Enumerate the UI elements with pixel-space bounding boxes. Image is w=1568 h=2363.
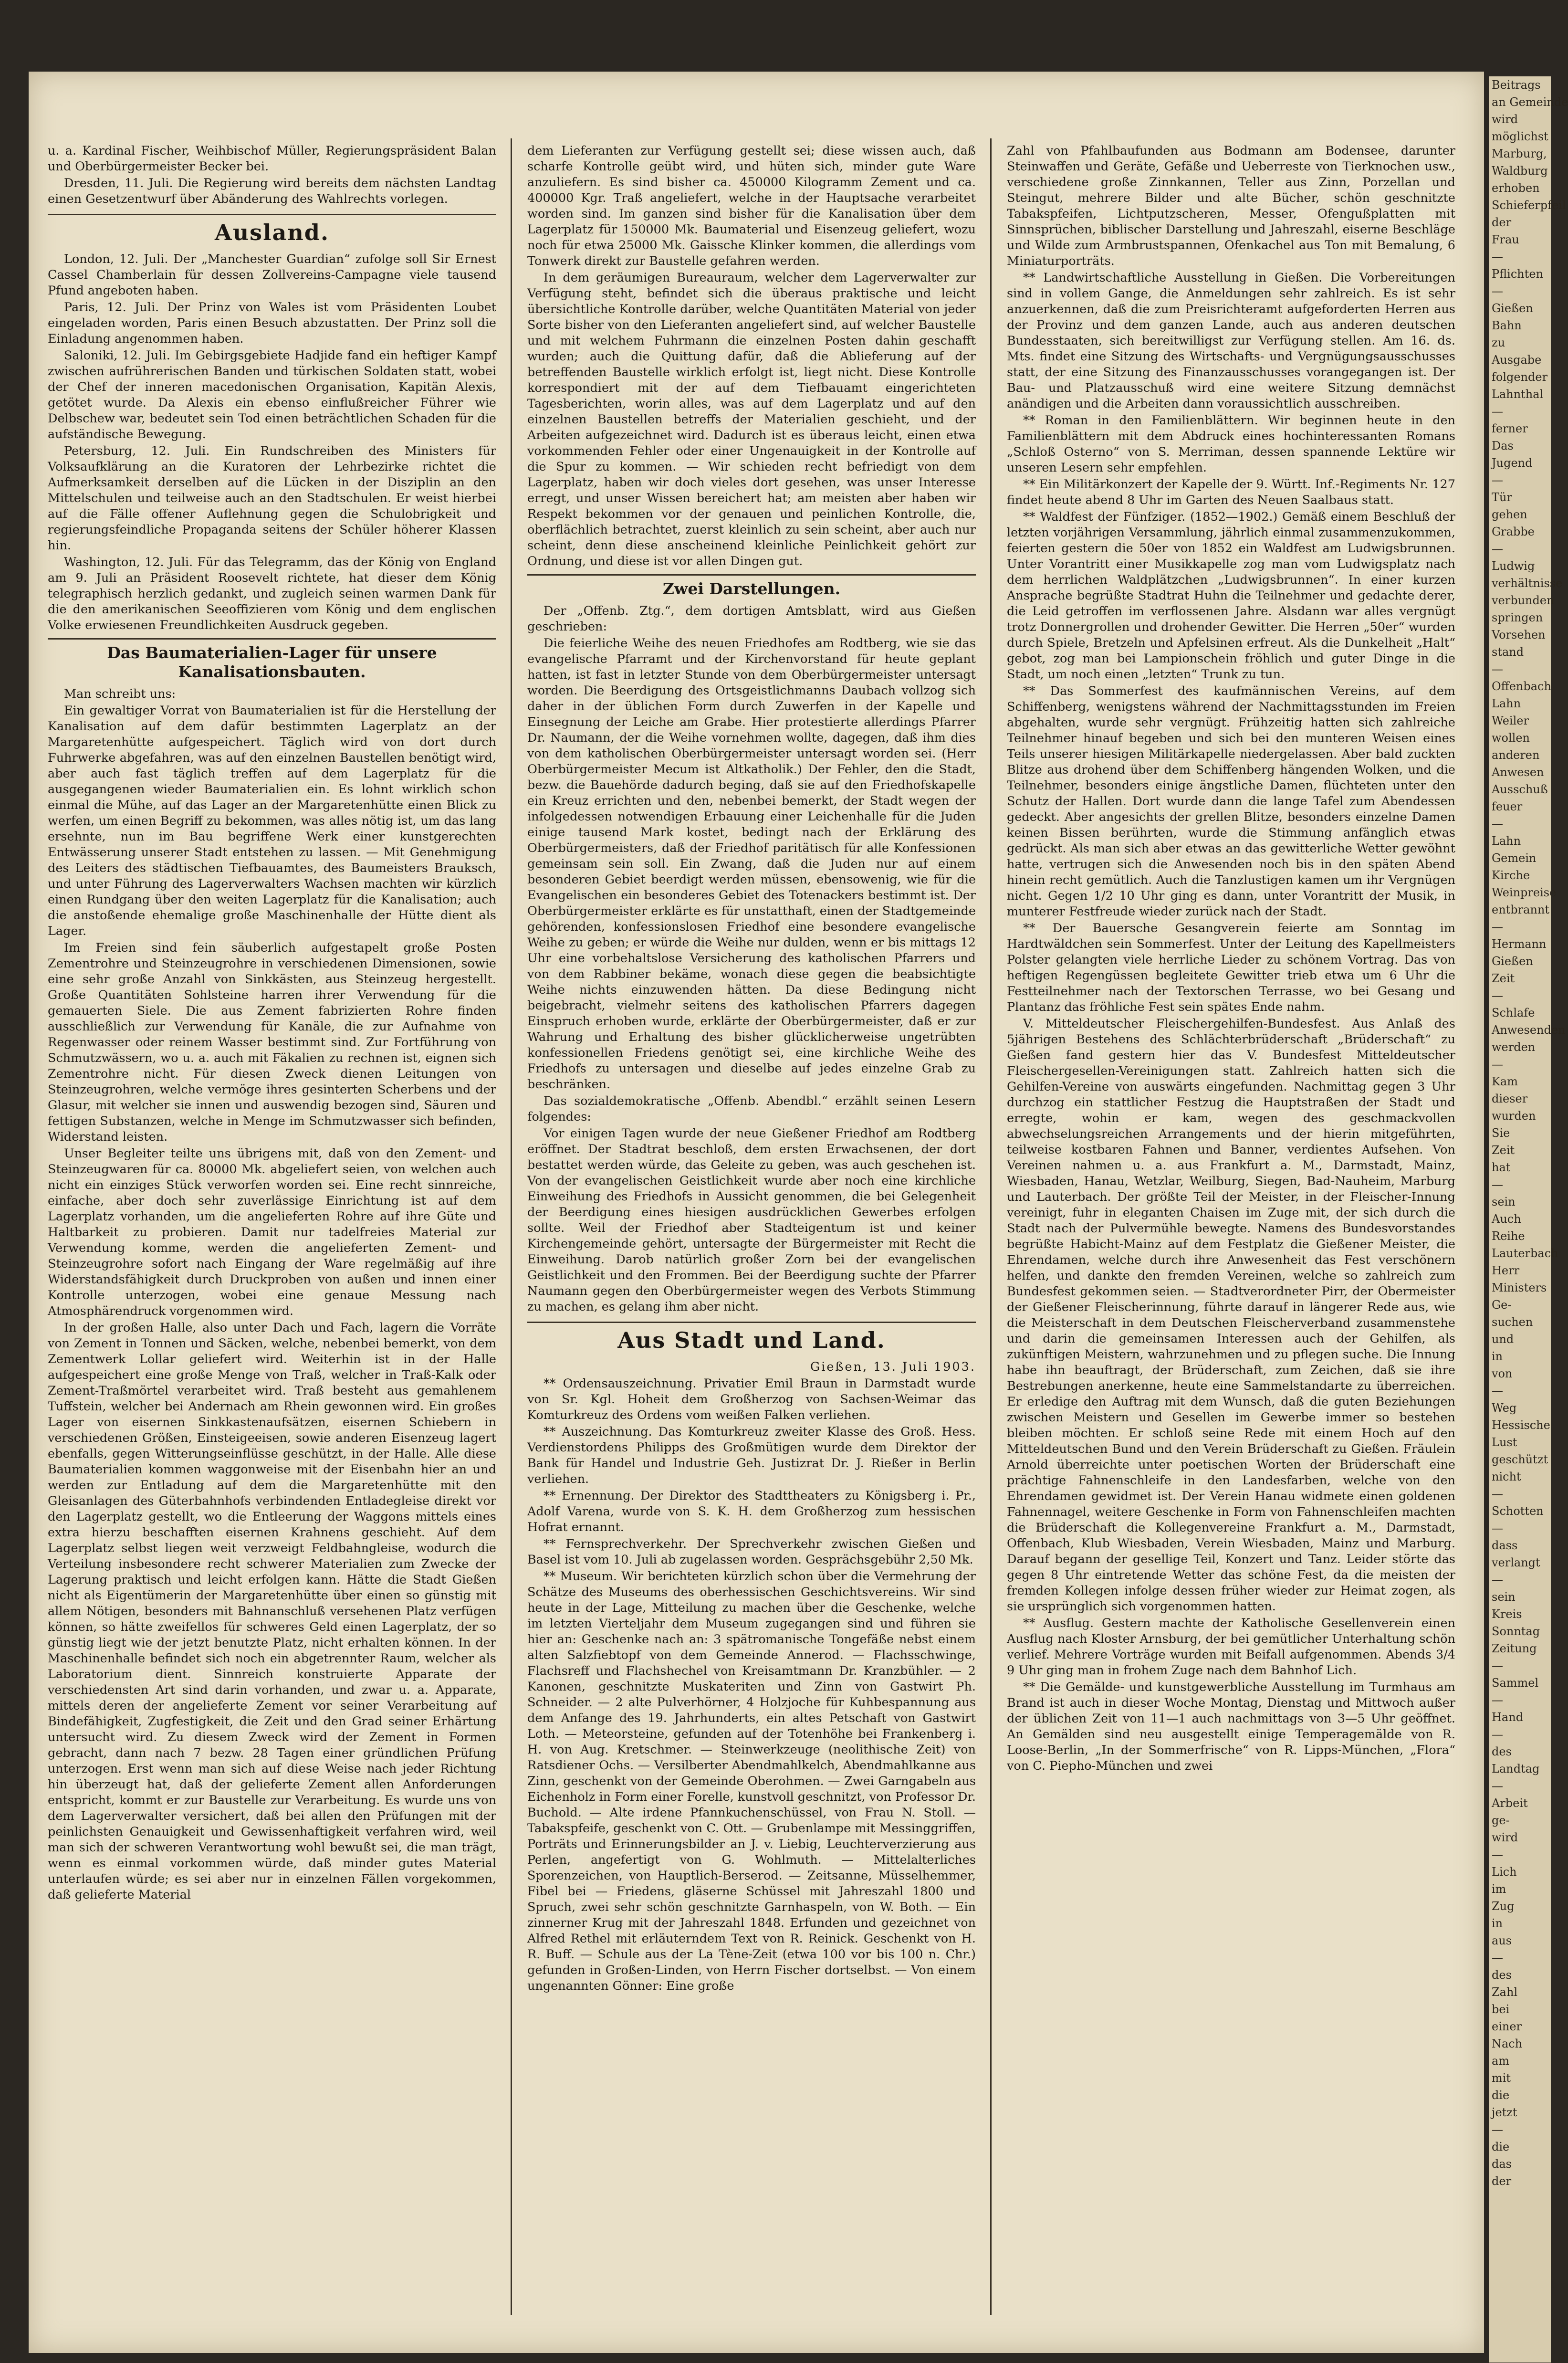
adjacent-page-word: Zeit <box>1492 972 1515 985</box>
adjacent-page-word: ge- <box>1492 1814 1510 1827</box>
adjacent-page-word: Kirche <box>1492 869 1530 882</box>
paragraph: Der „Offenb. Ztg.“, dem dortigen Amtsblatt, wird aus Gießen geschrieben: <box>527 604 976 634</box>
adjacent-page-word: Ausschuß <box>1492 783 1548 796</box>
adjacent-page-word: wurden <box>1492 1109 1536 1123</box>
adjacent-page-word: der <box>1492 2174 1512 2188</box>
adjacent-page-word: Hermann <box>1492 937 1547 951</box>
dateline: Gießen, 13. Juli 1903. <box>810 1360 976 1374</box>
paragraph: ** Waldfest der Fünfziger. (1852—1902.) Gemäß einem Beschluß der letzten vorjährigen Versammlung, jährlich einmal zusammenzukommen, feierten gestern die 50er von 1852 ein Waldfest am Ludwigsbrunnen. Unter Vorantritt einer Musikkapelle zog man vom Ludwigsplatz nach dem herrlichen Waldplätzchen „Ludwigsbrunnen“. In einer kurzen Ansprache begrüßte Stadtrat Huhn die Teilnehmer und gedachte derer, die Leid getroffen im verflossenen Jahre. Alsdann war alles vergnügt trotz Donnergrollen und drohender Gewitter. Die Herren „50er“ wurden durch Spiele, Bretzeln und Apfelsinen erfreut. Als die Dunkelheit „Halt“ gebot, zog man bei Lampionschein fröhlich und guter Dinge in die Stadt, um noch einen „letzten“ Trunk zu tun. <box>1007 510 1455 682</box>
adjacent-page-word: sein <box>1492 1195 1516 1208</box>
adjacent-page-word: Jugend <box>1492 456 1533 470</box>
adjacent-page-word: — <box>1492 405 1503 418</box>
adjacent-page-word: Ludwig <box>1492 559 1535 573</box>
adjacent-page-word: Hand <box>1492 1711 1524 1724</box>
paragraph: Unser Begleiter teilte uns übrigens mit, daß von den Zement- und Steinzeugwaren für ca. 80000 Mk. abgeliefert seien, von welchen auch nicht ein einziges Stück verworfen worden sei. Eine recht sinnreiche, einfache, aber doch sehr zuverlässige Einrichtung ist auf dem Lagerplatz vorhanden, um die angelieferten Rohre auf ihre Güte und Haltbarkeit zu probieren. Damit nur tadelfreies Material zur Verwendung komme, werden die angelieferten Zement- und Steinzeugrohre sofort nach Eingang der Ware regelmäßig auf ihre Widerstandsfähigkeit durch Druckproben von außen und innen einer Kontrolle unterzogen, wobei eine genaue Messung nach Atmosphärendruck vorgenommen wird. <box>48 1146 496 1318</box>
adjacent-page-word: — <box>1492 284 1503 298</box>
adjacent-page-word: wird <box>1492 113 1518 126</box>
adjacent-page-word: Schotten <box>1492 1504 1544 1518</box>
adjacent-page-word: Sie <box>1492 1126 1510 1140</box>
adjacent-page-word: jetzt <box>1492 2106 1517 2119</box>
paragraph-saloniki: Saloniki, 12. Juli. Im Gebirgsgebiete Hadjide fand ein heftiger Kampf zwischen aufrührerischen Banden und türkischen Soldaten statt, wobei der Chef der inneren macedonischen Organisation, Kapitän Alexis, getötet wurde. Da Alexis ein ebenso einflußreicher Führer wie Delbschew war, bedeutet sein Tod einen beträchtlichen Schaden für die aufständische Bewegung. <box>48 348 496 441</box>
adjacent-page-word: Anwesen <box>1492 766 1544 779</box>
paragraph: ** Landwirtschaftliche Ausstellung in Gießen. Die Vorbereitungen sind in vollem Gange, die Anmeldungen sehr zahlreich. Es ist sehr anzuerkennen, daß die zum Preisrichteramt aufgeforderten Herren aus der Provinz und dem ganzen Lande, auch aus anderen deutschen Bundesstaaten, sich bereitwilligst zur Verfügung stellen. Am 16. ds. Mts. findet eine Sitzung des Wirtschafts- und Vergnügungsausschusses statt, der eine Sitzung des Finanzausschusses vorangegangen ist. Der Bau- und Platzausschuß wird eine weitere Sitzung demnächst anändigen und die Arbeiten dann voraussichtlich ausschreiben. <box>1007 271 1455 411</box>
paragraph: Vor einigen Tagen wurde der neue Gießener Friedhof am Rodtberg eröffnet. Der Stadtrat beschloß, dem ersten Erwachsenen, der dort bestattet werden würde, das Geleite zu geben, was auch geschehen ist. Von der evangelischen Geistlichkeit wurde aber noch eine kirchliche Einweihung des Friedhofs in Aussicht genommen, die bei Gelegenheit der Beerdigung eines hiesigen ausdrücklichen Gewerbes erfolgen sollte. Weil der Friedhof aber Stadteigentum ist und keiner Kirchengemeinde gehört, untersagte der Bürgermeister mit Recht die Einweihung. Darob natürlich großer Zorn bei der evangelischen Geistlichkeit und den Frommen. Bei der Beerdigung suchte der Pfarrer Naumann gegen den Oberbürgermeister wegen des Verbots Stimmung zu machen, es gelang ihm aber nicht. <box>527 1126 976 1314</box>
adjacent-page-word: Schieferpfeil <box>1492 199 1566 212</box>
adjacent-page-word: an Gemeinde <box>1492 95 1568 109</box>
adjacent-page-word: — <box>1492 1951 1503 1964</box>
column-rule <box>990 138 992 2315</box>
adjacent-page-word: Vorsehen <box>1492 628 1546 641</box>
adjacent-page-word: — <box>1492 1693 1503 1707</box>
paragraph: ** Ernennung. Der Direktor des Stadttheaters zu Königsberg i. Pr., Adolf Varena, wurde von S. K. H. dem Großherzog zum hessischen Hofrat ernannt. <box>527 1489 976 1534</box>
adjacent-page-word: Kam <box>1492 1075 1518 1088</box>
adjacent-page-word: Zug <box>1492 1900 1515 1913</box>
adjacent-page-word: Beitrags <box>1492 78 1541 92</box>
paragraph: ** Museum. Wir berichteten kürzlich schon über die Vermehrung der Schätze des Museums des oberhessischen Geschichtsvereins. Wir sind heute in der Lage, Mitteilung zu machen über die Geschenke, welche im letzten Vierteljahr dem Museum zugegangen sind und führen sie hier an: Geschenke nach an: 3 spätromanische Tongefäße nebst einem alten Salzfiebtopf von dem Gemeinde Annerod. — Flachsschwinge, Flachsreff und Flachshechel von Kreisamtmann Dr. Kranzbühler. — 2 Kanonen, geschnitzte Muskateriten und Zinn von Gastwirt Ph. Schneider. — 2 alte Pulverhörner, 4 Holzjoche für Kuhbespannung aus dem Anfange des 19. Jahrhunderts, ein altes Petschaft von Gastwirt Loth. — Meteorsteine, gefunden auf der Totenhöhe bei Frankenberg i. H. von Aug. Kretschmer. — Steinwerkzeuge (neolithische Zeit) von Ratsdiener Ochs. — Versilberter Abendmahlkelch, Abendmahlkanne aus Zinn, geschenkt von der Gemeinde Oberohmen. — Zwei Garngabeln aus Eichenholz in Form einer Forelle, kunstvoll geschnitzt, von Professor Dr. Buchold. — Alte irdene Pfannkuchenschüssel, von Frau N. Stoll. — Tabakspfeife, geschenkt von C. Ott. — Grubenlampe mit Messinggriffen, Porträts und Erinnerungsbilder an J. v. Liebig, Leuchterverzierung aus Perlen, angefertigt von G. Wohlmuth. — Mittelalterliches Sporenzeichen, von Hauptlich-Berserod. — Zeitsanne, Müsselhemmer, Fibel bei — Friedens, gläserne Schüssel mit Jahreszahl 1800 und Spruch, zwei sehr schön geschnitzte Garnhaspeln, von W. Both. — Ein zinnerner Krug mit der Jahreszahl 1848. Erfunden und gezeichnet von Alfred Rethel mit erläuterndem Text von R. Reinick. Geschenkt von H. R. Buff. — Schule aus der La Tène-Zeit (etwa 100 vor bis 100 n. Chr.) gefunden in Großen-Linden, von Herrn Fischer dortselbst. — Von einem ungenannten Gönner: Eine große <box>527 1569 976 1993</box>
adjacent-page-word: Pflichten <box>1492 267 1544 281</box>
paragraph: ** Das Sommerfest des kaufmännischen Vereins, auf dem Schiffenberg, wenigstens während der Nachmittagsstunden im Freien abgehalten, wurde sehr vergnügt. Frühzeitig hatten sich zahlreiche Teilnehmer hinauf begeben und sich bei den munteren Weisen eines Teils unserer hiesigen Militärkapelle niedergelassen. Aber bald zuckten Blitze aus drohend über dem Schiffenberg hängenden Wolken, und die Teilnehmer, besonders einige ängstliche Damen, flüchteten unter den Schutz der Hallen. Dort wurde dann die lange Tafel zum Abendessen gedeckt. Aber angesichts der grellen Blitze, besonders einzelne Damen keinen Bissen berührten, wurde die Stimmung anfänglich etwas gedrückt. Als man sich aber etwas an das gewitterliche Wetter gewöhnt hatte, vertrugen sich die Anwesenden noch bis in den späten Abend hinein recht gemütlich. Auch die Tanzlustigen kamen um ihr Vergnügen nicht. Gegen 1/2 10 Uhr ging es dann, unter Vorantritt der Musik, in munterer Festfreude wieder zurück nach der Stadt. <box>1007 684 1455 919</box>
adjacent-page-word: Grabbe <box>1492 525 1535 538</box>
paragraph: ** Fernsprechverkehr. Der Sprechverkehr zwischen Gießen und Basel ist vom 10. Juli ab zugelassen worden. Gesprächsgebühr 2,50 Mk. <box>527 1537 976 1567</box>
adjacent-page-word: — <box>1492 1779 1503 1793</box>
paragraph: ** Auszeichnung. Das Komturkreuz zweiter Klasse des Groß. Hess. Verdienstordens Philipps des Großmütigen wurde dem Direktor der Bank für Handel und Industrie Geh. Justizrat Dr. J. Rießer in Berlin verliehen. <box>527 1425 976 1486</box>
adjacent-page-word: — <box>1492 1058 1503 1071</box>
adjacent-page-word: ferner <box>1492 422 1528 435</box>
adjacent-page-word: Sammel <box>1492 1676 1539 1690</box>
paragraph: Ein gewaltiger Vorrat von Baumaterialien ist für die Herstellung der Kanalisation auf dem dafür bestimmten Lagerplatz an der Margaretenhütte aufgespeichert. Täglich wird von dort durch Fuhrwerke abgefahren, was auf den einzelnen Baustellen benötigt wird, aber auch fast täglich treffen auf dem Lagerplatz für die ausgegangenen wieder Baumaterialien ein. Es lohnt wirklich schon einmal die Mühe, auf das Lager an der Margaretenhütte einen Blick zu werfen, um einen Begriff zu bekommen, was alles nötig ist, um das lang ersehnte, nun im Bau begriffene Werk einer kunstgerechten Entwässerung unserer Stadt entstehen zu lassen. — Mit Genehmigung des Leiters des städtischen Tiefbauamtes, des Baumeisters Brauksch, und unter Führung des Lagerverwalters Wachsen machten wir kürzlich einen Rundgang über den weiten Lagerplatz für die Kanalisation; auch die anstoßende ehemalige große Maschinenhalle der Hütte dient als Lager. <box>48 704 496 938</box>
paragraph-london: London, 12. Juli. Der „Manchester Guardian“ zufolge soll Sir Ernest Cassel Chamberlain für dessen Zollvereins-Campagne viele tausend Pfund angeboten haben. <box>48 252 496 298</box>
adjacent-page-word: — <box>1492 662 1503 676</box>
adjacent-page-word: Schlafe <box>1492 1006 1535 1019</box>
adjacent-page-word: mit <box>1492 2071 1511 2085</box>
adjacent-page-word: zu <box>1492 336 1505 349</box>
adjacent-page-word: erhoben <box>1492 181 1540 195</box>
adjacent-page-word: — <box>1492 1573 1503 1586</box>
adjacent-page-word: Ge- <box>1492 1298 1512 1312</box>
adjacent-page-word: wollen <box>1492 731 1530 745</box>
paragraph: u. a. Kardinal Fischer, Weihbischof Müller, Regierungspräsident Balan und Oberbürgermeister Becker bei. <box>48 144 496 174</box>
adjacent-page-word: Arbeit <box>1492 1796 1528 1810</box>
adjacent-page-word: geschützt <box>1492 1453 1548 1466</box>
adjacent-page-word: in <box>1492 1350 1503 1363</box>
adjacent-page-word: Lust <box>1492 1436 1517 1449</box>
adjacent-page-word: Das <box>1492 439 1514 452</box>
adjacent-page-word: — <box>1492 817 1503 830</box>
adjacent-page-word: verlangt <box>1492 1556 1540 1569</box>
column-2 <box>527 143 976 2329</box>
adjacent-page-word: Offenbach <box>1492 680 1551 693</box>
adjacent-page-word: folgender <box>1492 370 1548 384</box>
adjacent-page-word: Gemein <box>1492 851 1537 865</box>
adjacent-page-word: dieser <box>1492 1092 1528 1105</box>
adjacent-page-word: die <box>1492 2140 1510 2153</box>
adjacent-page-word: springen <box>1492 611 1543 624</box>
adjacent-page-word: einer <box>1492 2020 1522 2033</box>
adjacent-page-word: stand <box>1492 645 1524 659</box>
adjacent-page-word: Lahn <box>1492 834 1521 848</box>
paragraph-washington: Washington, 12. Juli. Für das Telegramm, das der König von England am 9. Juli an Präsident Roosevelt richtete, hat dieser dem König telegraphisch herzlich gedankt, und zugleich seinen warmen Dank für die den amerikanischen Seeoffizieren vom König und dem englischen Volke erwiesenen Freundlichkeiten Ausdruck gegeben. <box>48 555 496 632</box>
adjacent-page-word: Gießen <box>1492 302 1533 315</box>
adjacent-page-word: — <box>1492 1487 1503 1501</box>
paragraph-petersburg: Petersburg, 12. Juli. Ein Rundschreiben des Ministers für Volksaufklärung an die Kuratoren der Lehrbezirke richtet die Aufmerksamkeit derselben auf die Lücken in der Disziplin an den Mittelschulen und teilweise auch an den Stadtschulen. Er weist hierbei auf die Fälle offener Auflehnung gegen die Schulobrigkeit und regierungsfeindliche Propaganda seitens der Schüler höherer Klassen hin. <box>48 444 496 553</box>
adjacent-page-word: Kreis <box>1492 1607 1522 1621</box>
adjacent-page-word: des <box>1492 1745 1512 1758</box>
adjacent-page-word: Weg <box>1492 1401 1517 1415</box>
adjacent-page-word: — <box>1492 250 1503 263</box>
adjacent-page-word: Zeitung <box>1492 1642 1537 1655</box>
paragraph: ** Ein Militärkonzert der Kapelle der 9. Württ. Inf.-Regiments Nr. 127 findet heute abend 8 Uhr im Garten des Neuen Saalbaus statt. <box>1007 477 1455 507</box>
adjacent-page-word: Weiler <box>1492 714 1529 727</box>
adjacent-page-word: am <box>1492 2054 1510 2068</box>
paragraph: In dem geräumigen Bureauraum, welcher dem Lagerverwalter zur Verfügung steht, befindet sich die überaus praktische und leicht übersichtliche Kontrolle darüber, welche Quantitäten Material von jeder Sorte bisher von den Lieferanten angeliefert sind, auf welcher Baustelle und mit welchem Fuhrmann die einzelnen Posten dahin geschafft wurden; auch die Quittung dafür, daß die Ablieferung auf der betreffenden Baustelle wirklich erfolgt ist, liegt nicht. Diese Kontrolle korrespondiert mit der auf dem Tiefbauamt eingerichteten Tagesberichten, worin alles, was auf dem Lagerplatz und auf den einzelnen Baustellen betreffs der Materialien geschieht, und der Arbeiten aufgezeichnet wird. Dadurch ist es überaus leicht, einen etwa vorkommenden Fehler oder einer Ungenauigkeit in der Kontrolle auf die Spur zu kommen. — Wir schieden recht befriedigt von dem Lagerplatz, haben wir doch vieles dort gesehen, was unser Interesse erregt, und unser Wissen bereichert hat; am meisten aber haben wir Respekt bekommen vor der genauen und peinlichen Kontrolle, die, oberflächlich betrachtet, zuerst kleinlich zu sein scheint, aber auch nur scheint, denn diese anscheinend kleinliche Peinlichkeit gehört zur Ordnung, und diese ist vor allen Dingen gut. <box>527 271 976 568</box>
paragraph: Zahl von Pfahlbaufunden aus Bodmann am Bodensee, darunter Steinwaffen und Geräte, Gefäße und Ueberreste von Tierknochen usw., verschiedene große Zinnkannen, Teller aus Zinn, Porzellan und Steingut, mehrere Bilder und alte Bücher, schön geschnitzte Tabakspfeifen, Lichtputzscheren, Messer, Ofengußplatten mit Sinnsprüchen, biblischer Darstellung und Jahreszahl, eiserne Beschläge und Wilde zum Armbrustspannen, Ofenkachel aus Ton mit Bemalung, 6 Miniaturporträts. <box>1007 144 1455 268</box>
adjacent-page-word: Hessische <box>1492 1418 1550 1432</box>
adjacent-page-word: — <box>1492 2123 1503 2136</box>
paragraph: ** Ordensauszeichnung. Privatier Emil Braun in Darmstadt wurde von Sr. Kgl. Hoheit dem Großherzog von Sachsen-Weimar das Komturkreuz des Ordens vom weißen Falken verliehen. <box>527 1376 976 1422</box>
adjacent-page-word: die <box>1492 2089 1510 2102</box>
paragraph: ** Ausflug. Gestern machte der Katholische Gesellenverein einen Ausflug nach Kloster Arnsburg, der bei gemütlicher Unterhaltung schön verlief. Mehrere Vorträge wurden mit Beifall aufgenommen. Abends 3/4 9 Uhr ging man in frohem Zuge nach dem Bahnhof Lich. <box>1007 1616 1455 1678</box>
adjacent-page-word: Sonntag <box>1492 1625 1540 1638</box>
adjacent-page-word: Frau <box>1492 233 1519 246</box>
adjacent-page-word: hat <box>1492 1161 1511 1174</box>
adjacent-page-word: — <box>1492 989 1503 1002</box>
paragraph: Das sozialdemokratische „Offenb. Abendbl.“ erzählt seinen Lesern folgendes: <box>527 1094 976 1124</box>
adjacent-page-word: — <box>1492 1848 1503 1861</box>
column-rule <box>511 138 512 2315</box>
adjacent-page-word: des <box>1492 1968 1512 1982</box>
adjacent-page-word: Landtag <box>1492 1762 1540 1775</box>
adjacent-page-word: verbunden <box>1492 594 1554 607</box>
heading-aus-stadt-und-land: Aus Stadt und Land. <box>527 1322 976 1354</box>
paragraph: Man schreibt uns: <box>64 687 176 701</box>
adjacent-page-word: im <box>1492 1882 1506 1896</box>
adjacent-page-word: der <box>1492 216 1512 229</box>
heading-baumaterialien: Das Baumaterialien-Lager für unsere Kanalisationsbauten. <box>48 638 496 682</box>
adjacent-page-word: Ausgabe <box>1492 353 1542 367</box>
adjacent-page-word: Marburg, <box>1492 147 1547 160</box>
adjacent-page-word: entbrannt <box>1492 903 1550 916</box>
paragraph: V. Mitteldeutscher Fleischergehilfen-Bundesfest. Aus Anlaß des 5jährigen Bestehens des Schlächterbrüderschaft „Brüderschaft“ zu Gießen fand gestern hier das V. Bundesfest Mitteldeutscher Fleischergesellen-Vereinigungen statt. Zahlreich hatten sich die Gehilfen-Vereine von auswärts eingefunden. Nachmittag gegen 3 Uhr durchzog ein stattlicher Festzug die Hauptstraßen der Stadt und erregte, wohin er kam, wegen des geschmackvollen abwechselungsreichen Arrangements und der hierin mitgeführten, teilweise kostbaren Fahnen und Banner, verdientes Aufsehen. Von Vereinen nahmen u. a. aus Frankfurt a. M., Darmstadt, Mainz, Wiesbaden, Hanau, Wetzlar, Weilburg, Siegen, Bad-Nauheim, Marburg und Lauterbach. Der größte Teil der Meister, in der Fleischer-Innung vereinigt, fuhr in eleganten Chaisen im Zuge mit, der sich durch die Stadt nach der Pulvermühle bewegte. Namens des Bundesvorstandes begrüßte Habicht-Mainz auf dem Festplatz die Gießener Meister, die Ehrendamen, welche durch ihre Anwesenheit das Fest verschönern helfen, und dankte den fremden Vereinen, welche so zahlreich zum Bundesfest gekommen seien. — Stadtverordneter Pirr, der Obermeister der Gießener Fleischerinnung, führte darauf in längerer Rede aus, wie die Meisterschaft in dem Deutschen Fleischerverband zusammenstehe und darin die gemeinsamen Interessen auch der Gehilfen, als zukünftigen Meistern, wahrzunehmen und zu pflegen suche. Die Innung habe ihn beauftragt, der Brüderschaft, zum Zeichen, daß sie ihre Bestrebungen anerkenne, heute eine Sammelstandarte zu überreichen. Er erledige den Auftrag mit dem Wunsch, daß die guten Beziehungen zwischen Meistern und Gesellen im Gewerbe immer so bestehen bleiben möchten. Er schloß seine Rede mit einem Hoch auf den Mitteldeutschen Bund und den Verein Brüderschaft zu Gießen. Fräulein Arnold überreichte unter poetischen Worten der Brüderschaft eine prächtige Fahnenschleife in den Landesfarben, welche von den Ehrendamen gewidmet ist. Der Verein Hanau widmete einen goldenen Fahnennagel, weitere Geschenke in Form von Fahnenschleifen machten die Brüderschaft die Kollegenvereine Frankfurt a. M., Darmstadt, Offenbach, Klub Wiesbaden, Verein Wiesbaden, Mainz und Marburg. Darauf begann der gesellige Teil, Konzert und Tanz. Leider störte das gegen 8 Uhr eintretende Wetter das schöne Fest, da die meisten der fremden Kollegen infolge dessen früher wieder zur Heimat zogen, als sie ursprünglich sich vorgenommen hatten. <box>1007 1017 1455 1614</box>
adjacent-page-word: nicht <box>1492 1470 1521 1483</box>
adjacent-page-word: wird <box>1492 1831 1518 1844</box>
adjacent-page-word: Lauterbach <box>1492 1247 1558 1260</box>
column-1 <box>48 143 496 2329</box>
adjacent-page-word: Gießen <box>1492 955 1533 968</box>
adjacent-page-word: sein <box>1492 1590 1516 1604</box>
adjacent-page-word: werden <box>1492 1040 1536 1054</box>
adjacent-page-word: Lahn <box>1492 697 1521 710</box>
adjacent-page-word: Weinpreise <box>1492 886 1557 899</box>
adjacent-page-word: — <box>1492 473 1503 487</box>
adjacent-page-word: in <box>1492 1917 1503 1930</box>
adjacent-page-word: bei <box>1492 2003 1510 2016</box>
adjacent-page-word: Tür <box>1492 491 1512 504</box>
adjacent-page-word: Zeit <box>1492 1144 1515 1157</box>
adjacent-page-word: Lich <box>1492 1865 1517 1879</box>
paragraph-paris: Paris, 12. Juli. Der Prinz von Wales ist vom Präsidenten Loubet eingeladen worden, Paris einen Besuch abzustatten. Der Prinz soll die Einladung angenommen haben. <box>48 300 496 346</box>
adjacent-page-word: verhältnisse <box>1492 577 1563 590</box>
adjacent-page-word: — <box>1492 1728 1503 1741</box>
adjacent-page-word: Anwesenden <box>1492 1023 1566 1037</box>
adjacent-page-word: Reihe <box>1492 1229 1525 1243</box>
adjacent-page-word: Bahn <box>1492 319 1522 332</box>
adjacent-page-word: — <box>1492 1522 1503 1535</box>
paragraph: ** Roman in den Familienblättern. Wir beginnen heute in den Familienblättern mit dem Abdruck eines hochinteressanten Romans „Schloß Osterno“ von S. Merriman, dessen spannende Lektüre wir unseren Lesern sehr empfehlen. <box>1007 413 1455 475</box>
adjacent-page-edge <box>1489 76 1568 2363</box>
paragraph: In der großen Halle, also unter Dach und Fach, lagern die Vorräte von Zement in Tonnen und Säcken, welche, nebenbei bemerkt, von dem Zementwerk Lollar geliefert wird. Weiterhin ist in der Halle aufgespeichert eine große Menge von Traß, welcher in Traß-Kalk oder Zement-Traßmörtel verarbeitet wird. Traß besteht aus gemahlenem Tuffstein, welcher bei Andernach am Rhein gewonnen wird. Ein großes Lager von eisernen Sinkkastenaufsätzen, eisernen Schiebern in verschiedenen Größen, Einsteigeeisen, sowie anderen Eisenzeug lagert ebenfalls, gegen Witterungseinflüsse geschützt, in der Halle. Alle diese Baumaterialien kommen waggonweise mit der Eisenbahn hier an und werden zur Entladung auf dem die Margaretenhütte mit den Gleisanlagen des Güterbahnhofs verbindenden Entladegleise direkt vor den Lagerplatz gestellt, wo die Entleerung der Waggons mittels eines extra hierzu beschafften eisernen Krahnens geschieht. Auf dem Lagerplatz selbst liegen weit verzweigt Feldbahngleise, wodurch die Verteilung insbesondere recht schwerer Materialien zum Zwecke der Lagerung praktisch und leicht erfolgen kann. Hätte die Stadt Gießen nicht als Eigentümerin der Margaretenhütte über einen so günstig mit allem Nötigen, besonders mit Bahnanschluß versehenen Platz verfügen können, so hätte zweifellos für schweres Geld einen Lagerplatz, der so günstig liegt wie der jetzt benutzte Platz, nicht erhalten können. In der Maschinenhalle befindet sich noch ein abgetrennter Raum, welcher als Laboratorium dient. Sinnreich konstruierte Apparate der verschiedensten Art sind darin vorhanden, und zwar u. a. Apparate, mittels deren der angelieferte Zement vor seiner Verarbeitung auf Bindefähigkeit, Zugfestigkeit, die Zeit und den Grad seiner Erhärtung untersucht wird. Zu diesem Zweck wird der Zement in Formen gebracht, dann nach 7 bezw. 28 Tagen einer gründlichen Prüfung unterzogen. Erst wenn man sich auf diese Weise nach jeder Richtung hin überzeugt hat, daß der gelieferte Zement allen Anforderungen entspricht, kommt er zur Baustelle zur Verarbeitung. Es wurde uns von dem Lagerverwalter versichert, daß bei allen den Prüfungen mit der peinlichsten Genauigkeit und Gewissenhaftigkeit verfahren wird, weil man sich der schweren Verantwortung wohl bewußt sei, die man trägt, wenn es einmal vorkommen würde, daß minder gutes Material unterlaufen würde; es sei aber nur in einzelnen Fällen vorgekommen, daß gelieferte Material <box>48 1321 496 1902</box>
adjacent-page-word: Herr <box>1492 1264 1520 1277</box>
paragraph-dresden: Dresden, 11. Juli. Die Regierung wird bereits dem nächsten Landtag einen Gesetzentwurf über Abänderung des Wahlrechts vorlegen. <box>48 176 496 206</box>
adjacent-page-word: Zahl <box>1492 1985 1518 1999</box>
adjacent-page-word: — <box>1492 1178 1503 1191</box>
adjacent-page-word: Waldburg <box>1492 164 1548 178</box>
adjacent-page-word: suchen <box>1492 1315 1533 1329</box>
adjacent-page-word: — <box>1492 1659 1503 1672</box>
paragraph: dem Lieferanten zur Verfügung gestellt sei; diese wissen auch, daß scharfe Kontrolle geübt wird, und hüten sich, minder gute Ware anzuliefern. Es sind bisher ca. 450000 Kilogramm Zement und ca. 400000 Kgr. Traß angeliefert, welche in der Hauptsache verarbeitet worden sind. Im ganzen sind bisher für die Kanalisation über dem Lagerplatz für 150000 Mk. Baumaterial und Eisenzeug geliefert, wozu noch für etwa 25000 Mk. Gaissche Klinker kommen, die allerdings vom Tonwerk direkt zur Baustelle gefahren werden. <box>527 144 976 268</box>
adjacent-page-word: Ministers <box>1492 1281 1547 1294</box>
newspaper-page <box>29 72 1484 2353</box>
adjacent-page-word: aus <box>1492 1934 1512 1947</box>
adjacent-page-word: und <box>1492 1333 1514 1346</box>
adjacent-page-word: Lahnthal <box>1492 388 1544 401</box>
adjacent-page-word: das <box>1492 2157 1512 2171</box>
adjacent-page-word: möglichst <box>1492 130 1548 143</box>
adjacent-page-word: gehen <box>1492 508 1527 521</box>
paragraph: Im Freien sind fein säuberlich aufgestapelt große Posten Zementrohre und Steinzeugrohre in verschiedenen Dimensionen, sowie eine sehr große Anzahl von Sinkkästen, aus Steinzeug hergestellt. Große Quantitäten Sohlsteine harren ihrer Verwendung für die gemauerten Siele. Die aus Zement fabrizierten Rohre finden ausschließlich zur Verwendung für Kanäle, die zur Aufnahme von Regenwasser oder reinem Wasser bestimmt sind. Zur Fortführung von Schmutzwässern, wo u. a. auch mit Fäkalien zu rechnen ist, eignen sich Zementrohre nicht. Für diesen Zweck dienen Leitungen von Steinzeugrohren, welche vermöge ihres gesinterten Scherbens und der Glasur, mit welcher sie innen und auswendig bezogen sind, Säuren und fettigen Substanzen, welche in Menge im Schmutzwasser sich befinden, Widerstand leisten. <box>48 941 496 1144</box>
adjacent-page-word: anderen <box>1492 748 1540 762</box>
heading-ausland: Ausland. <box>48 214 496 246</box>
adjacent-page-word: dass <box>1492 1539 1518 1552</box>
adjacent-page-word: feuer <box>1492 800 1523 813</box>
adjacent-page-word: — <box>1492 542 1503 556</box>
paragraph: Die feierliche Weihe des neuen Friedhofes am Rodtberg, wie sie das evangelische Pfarramt und der Kirchenvorstand für heute geplant hatten, ist fast in letzter Stunde von dem Oberbürgermeister untersagt worden. Die Beerdigung des Ortsgeistlichmanns Daubach vollzog sich daher in der üblichen Form durch Zuwerfen in der Kapelle und Einsegnung der Leiche am Grabe. Hier protestierte allerdings Pfarrer Dr. Naumann, der die Weihe vornehmen wollte, dagegen, daß ihm dies von dem katholischen Oberbürgermeister untersagt worden sei. (Herr Oberbürgermeister Mecum ist Altkatholik.) Der Fehler, den die Stadt, bezw. die Bauehörde dadurch beging, daß sie auf den Friedhofskapelle ein Kreuz errichten und den, nebenbei bemerkt, der Stadt wegen der infolgedessen notwendigen Erbauung einer Leichenhalle für die Juden einige tausend Mark kostet, bedingt nach der Erklärung des Oberbürgermeisters, daß der Friedhof paritätisch für alle Konfessionen gemeinsam sein soll. Ein Zwang, daß die Juden nur auf einem besonderen Gebiet beerdigt werden müssen, ebensowenig, wie für die Evangelischen ein besonderes Gebiet des Totenackers bestimmt ist. Der Oberbürgermeister erklärte es für unstatthaft, einen der Stadtgemeinde gehörenden, konfessionslosen Friedhof eine besondere evangelische Weihe zu geben; er würde die Weihe nur dulden, wenn er bis mittags 12 Uhr eine vorbehaltslose Versicherung des katholischen Pfarrers und von dem Rabbiner bekäme, wonach diese gegen die beabsichtigte Weihe nichts einzuwenden hätten. Da diese Bedingung nicht beigebracht, vielmehr seitens des katholischen Pfarrers dagegen Einspruch erhoben wurde, erklärte der Oberbürgermeister, daß er zur Wahrung und Erhaltung des bisher glücklicherweise ungetrübten konfessionellen Friedens genötigt sei, eine kirchliche Weihe des Friedhofs zu untersagen und dieselbe auf jedes einzelne Grab zu beschränken. <box>527 636 976 1092</box>
column-3 <box>1007 143 1455 2329</box>
adjacent-page-word: von <box>1492 1367 1513 1380</box>
paragraph: ** Die Gemälde- und kunstgewerbliche Ausstellung im Turmhaus am Brand ist auch in dieser Woche Montag, Dienstag und Mittwoch außer der üblichen Zeit von 11—1 auch nachmittags von 3—5 Uhr geöffnet. An Gemälden sind neu ausgestellt einige Temperagemälde von R. Loose-Berlin, „In der Sommerfrische“ von R. Lipps-München, „Flora“ von C. Piepho-München und zwei <box>1007 1680 1455 1773</box>
adjacent-page-word: — <box>1492 920 1503 934</box>
adjacent-page-word: — <box>1492 1384 1503 1397</box>
heading-zwei-darstellungen: Zwei Darstellungen. <box>527 574 976 599</box>
paragraph: ** Der Bauersche Gesangverein feierte am Sonntag im Hardtwäldchen sein Sommerfest. Unter der Leitung des Kapellmeisters Polster gelangten viele herrliche Lieder zu schönem Vortrag. Das von heftigen Regengüssen begleitete Gewitter trieb etwa um 6 Uhr die Festteilnehmer nach der Textorschen Terrasse, wo bei Gesang und Plantanz das fröhliche Fest sein spätes Ende nahm. <box>1007 921 1455 1014</box>
adjacent-page-word: Auch <box>1492 1212 1521 1226</box>
adjacent-page-word: Nach <box>1492 2037 1523 2050</box>
